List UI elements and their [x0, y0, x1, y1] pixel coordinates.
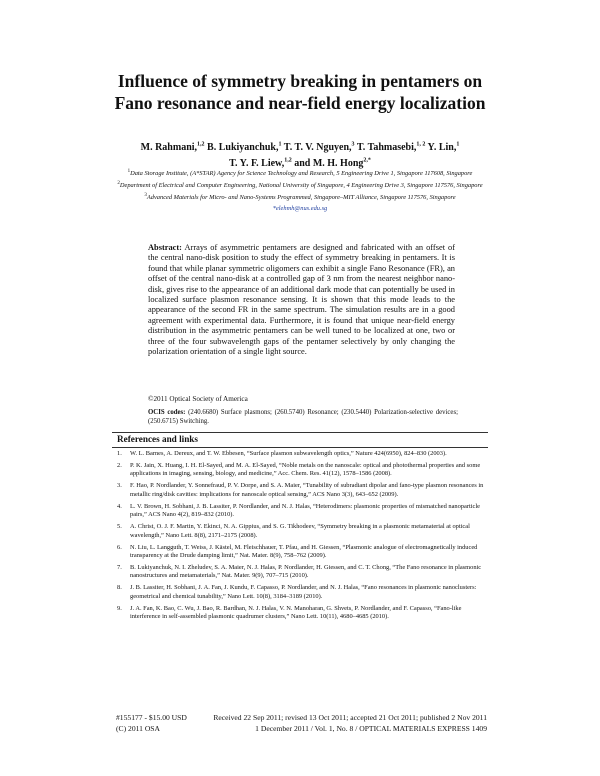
reference-item: 2. P. K. Jain, X. Huang, I. H. El-Sayed, and M. A. El-Sayed, “Noble metals on the nanoscale: optical and photothermal properties and some applications in imaging, sensing, biology, and medicine,” Acc. Chem. Res. 41(12), 1578–1586 (2008).: [117, 462, 481, 478]
author: T. Y. F. Liew,$^{1,2}$: [229, 157, 292, 169]
abstract-text: Arrays of asymmetric pentamers are designed and fabricated with an offset of the central nano-disk position to study the effect of symmetry breaking in pentamers. It is found that while planar symmetric oligomers can exhibit a single Fano Resonance (FR), an offset of the central nano-disk at a controlled gap of 3 nm from the nearest neighbor nano-disk, gives rise to the appearance of an additional dark mode that can potentially be used in localized surface plasmon resonance sensing. It is shown that this mode leads to the appearance of the second FR in the same spectrum. The simulation results are in a good agreement with experimental data. Furthermore, it is found that unique near-field energy distribution in the asymmetric pentamers can be well tuned to be localized at one, two or three of the four subwavelength gaps of the pentamer selectively by only changing the polarization orientation of a single light source.: [148, 243, 455, 357]
author-list: [100, 139, 500, 170]
publication-history: Received 22 Sep 2011; revised 13 Oct 2011; accepted 21 Oct 2011; published 2 Nov 2011: [213, 713, 487, 722]
reference-item: 1. W. L. Barnes, A. Dereux, and T. W. Ebbesen, “Surface plasmon subwavelength optics,” Nature 424(6950), 824–830 (2003).: [117, 450, 447, 457]
abstract: [148, 243, 455, 357]
affiliation: $^2$Department of Electrical and Computer Engineering, National University of Singapore, 4 Engineering Drive 3, Singapore 117576, Singapore: [117, 181, 483, 190]
ocis-text: (240.6680) Surface plasmons; (260.5740) Resonance; (230.5440) Polarization-selective devices; (250.6715) Switching.: [148, 409, 458, 425]
references-heading: References and links: [117, 434, 198, 444]
author: T. T. V. Nguyen,$^3$: [281, 142, 355, 154]
author: B. Lukiyanchuk,$^1$: [204, 142, 282, 154]
reference-item: 4. L. V. Brown, H. Sobhani, J. B. Lassiter, P. Nordlander, and N. J. Halas, “Heterodimers: plasmonic properties of mismatched nanoparticle pairs,” ACS Nano 4(2), 819–832 (2010).: [117, 502, 480, 519]
references-divider-top: [112, 432, 488, 433]
footer-right: [200, 713, 487, 734]
author: T. Tahmasebi,$^{1, 2}$: [354, 142, 426, 154]
paper-title: Influence of symmetry breaking in pentamers on Fano resonance and near-field energy localization: [114, 71, 486, 113]
author: and M. H. Hong$^{2,*}$: [291, 157, 371, 169]
price-line: #155177 - $15.00 USD: [116, 713, 187, 722]
affiliation-list: [110, 168, 490, 215]
reference-item: 3. F. Hao, P. Nordlander, Y. Sonnefraud, P. V. Dorpe, and S. A. Maier, “Tunability of subradiant dipolar and fano-type plasmon resonances in metallic ring/disk cavities: implications for nanoscale optical sensing,” ACS Nano 3(3), 643–652 (2009).: [117, 482, 484, 498]
corresponding-email-link[interactable]: *elehmh@nus.edu.sg: [272, 204, 328, 212]
abstract-label: Abstract:: [148, 243, 182, 252]
reference-item: 9. J. A. Fan, K. Bao, C. Wu, J. Bao, R. Bardhan, N. J. Halas, V. N. Manoharan, G. Shvets, P. Nordlander, and F. Capasso, “Fano-like interference in self-assembled plasmonic quadrumer clusters,” Nano Lett. 10(11), 4680–4685 (2010).: [117, 604, 462, 621]
copyright-notice: ©2011 Optical Society of America: [148, 395, 248, 403]
references-divider-bottom: [112, 447, 488, 448]
reference-item: 5. A. Christ, O. J. F. Martin, Y. Ekinci, N. A. Gippius, and S. G. Tikhodeev, “Symmetry breaking in a plasmonic metamaterial at optical wavelength,” Nano Lett. 8(8), 2171–2175 (2008).: [117, 523, 470, 539]
journal-citation: 1 December 2011 / Vol. 1, No. 8 / OPTICAL MATERIALS EXPRESS 1409: [255, 723, 487, 733]
affiliation: $^3$Advanced Materials for Micro- and Nano-Systems Programmed, Singapore–MIT Alliance, Singapore 117576, Singapore: [144, 193, 456, 202]
ocis-label: OCIS codes:: [148, 409, 186, 416]
author: Y. Lin,$^1$: [425, 142, 460, 154]
ocis-codes: [148, 408, 458, 426]
osa-copyright-line: (C) 2011 OSA: [116, 723, 161, 733]
footer-left: [116, 713, 187, 734]
reference-item: 7. B. Lukiyanchuk, N. I. Zheludev, S. A. Maier, N. J. Halas, P. Nordlander, H. Giessen, and C. T. Chong, “The Fano resonance in plasmonic nanostructures and metamaterials,” Nat. Mater. 9(9), 707–715 (2010).: [117, 564, 482, 580]
reference-list: [117, 450, 487, 625]
affiliation: $^1$Data Storage Institute, (A*STAR) Agency for Science Technology and Research, 5 Engineering Drive 1, Singapore 117608, Singapore: [127, 169, 473, 178]
reference-item: 6. N. Liu, L. Langguth, T. Weiss, J. Kästel, M. Fleischhauer, T. Pfau, and H. Giessen, “Plasmonic analogue of electromagnetically induced transparency at the Drude damping limit,” Nat. Mater. 8(9), 758–762 (2009).: [117, 543, 478, 560]
author: M. Rahmani,$^{1,2}$: [140, 142, 205, 154]
reference-item: 8. J. B. Lassiter, H. Sobhani, J. A. Fan, J. Kundu, F. Capasso, P. Nordlander, and N. J. Halas, “Fano resonances in plasmonic nanoclusters: geometrical and chemical tunability,” Nano Lett. 10(8), 3184–3189 (2010).: [117, 584, 477, 600]
